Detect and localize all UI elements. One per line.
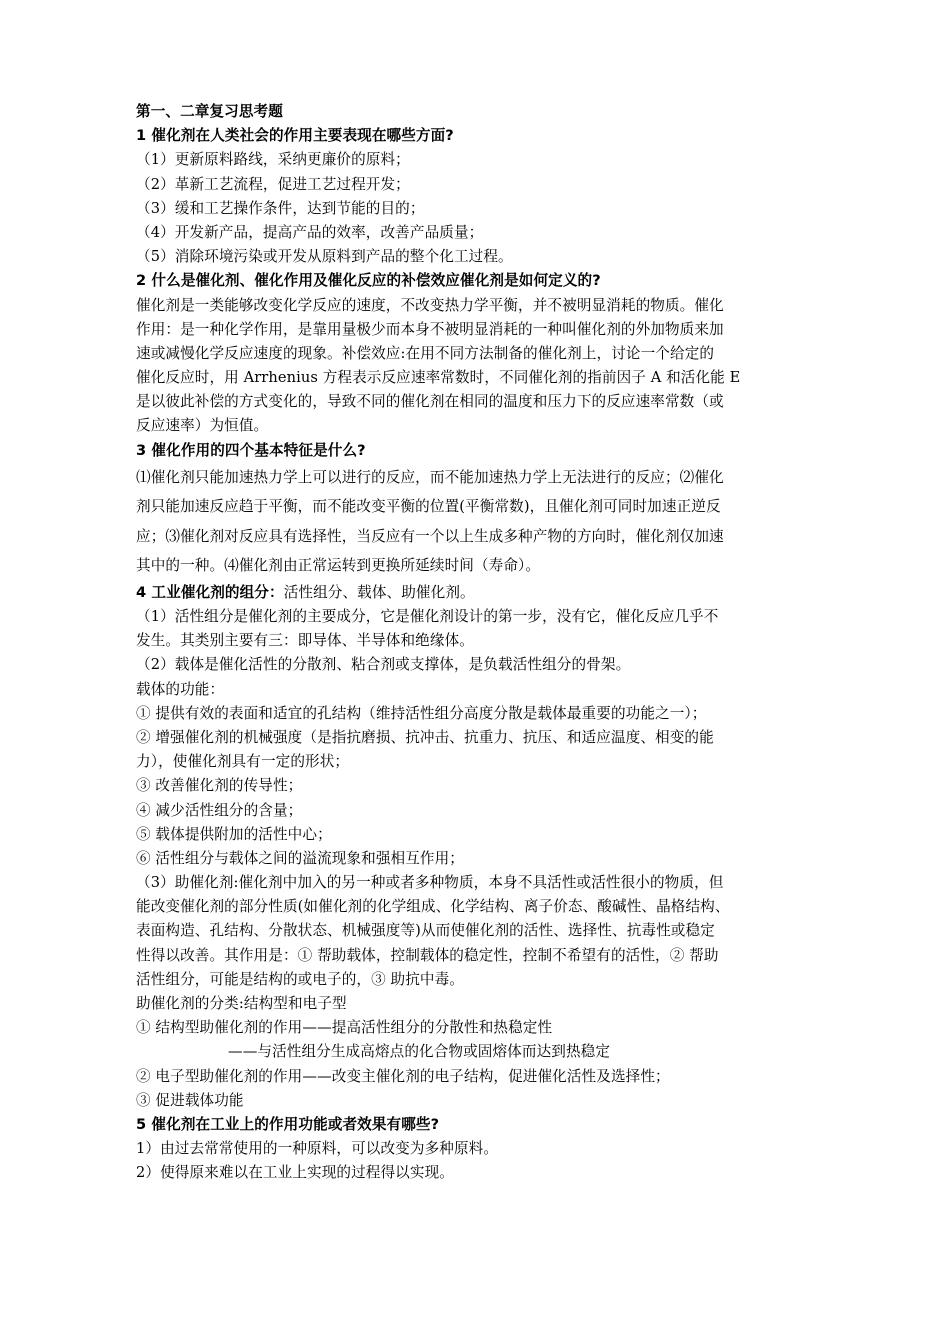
question-4-heading	[136, 581, 826, 605]
answer-line: ① 提供有效的表面和适宜的孔结构（维持活性组分高度分散是载体最重要的功能之一）；	[136, 704, 707, 722]
document-body	[136, 100, 826, 1186]
answer-line: （2）载体是催化活性的分散剂、粘合剂或支撑体，是负载活性组分的骨架。	[136, 656, 631, 674]
answer-line: 1）由过去常常使用的一种原料，可以改变为多种原料。	[136, 1140, 499, 1158]
answer-line: 应；⑶催化剂对反应具有选择性，当反应有一个以上生成多种产物的方向时，催化剂仅加速	[136, 527, 724, 545]
answer-line: ② 增强催化剂的机械强度（是指抗磨损、抗冲击、抗重力、抗压、和适应温度、相变的能	[136, 728, 714, 746]
answer-line: 反应速率）为恒值。	[136, 417, 269, 435]
answer-line: 助催化剂的分类:结构型和电子型	[136, 995, 347, 1012]
answer-line: 作用：是一种化学作用，是靠用量极少而本身不被明显消耗的一种叫催化剂的外加物质来加	[136, 320, 724, 338]
answer-line: （1）更新原料路线，采纳更廉价的原料；	[136, 151, 410, 169]
answer-line: ⑥ 活性组分与载体之间的溢流现象和强相互作用；	[136, 849, 465, 867]
answer-line: ⑴催化剂只能加速热力学上可以进行的反应，而不能加速热力学上无法进行的反应；⑵催化	[136, 468, 724, 486]
answer-line: 表面构造、孔结构、分散状态、机械强度等)从而使催化剂的活性、选择性、抗毒性或稳定	[136, 922, 715, 940]
answer-line: 发生。其类别主要有三：即导体、半导体和绝缘体。	[136, 632, 474, 650]
answer-line: ③ 促进载体功能	[136, 1091, 244, 1109]
answer-line: 是以彼此补偿的方式变化的，导致不同的催化剂在相同的温度和压力下的反应速率常数（或	[136, 393, 724, 411]
answer-line: ② 电子型助催化剂的作用——改变主催化剂的电子结构，促进催化活性及选择性；	[136, 1067, 670, 1085]
question-3-heading: 3 催化作用的四个基本特征是什么?	[136, 441, 366, 459]
answer-line: 催化剂是一类能够改变化学反应的速度，不改变热力学平衡，并不被明显消耗的物质。催化	[136, 296, 724, 314]
answer-line: 活性组分，可能是结构的或电子的，③ 助抗中毒。	[136, 970, 465, 988]
answer-line: 性得以改善。其作用是：① 帮助载体，控制载体的稳定性，控制不希望有的活性，② 帮助	[136, 946, 719, 964]
answer-line: 2）使得原来难以在工业上实现的过程得以实现。	[136, 1164, 454, 1182]
answer-line-indented: ——与活性组分生成高熔点的化合物或固熔体而达到热稳定	[228, 1043, 611, 1061]
answer-line: （4）开发新产品，提高产品的效率，改善产品质量；	[136, 223, 484, 241]
answer-line: （1）活性组分是催化剂的主要成分，它是催化剂设计的第一步，没有它，催化反应几乎不	[136, 608, 719, 625]
question-4-heading-bold: 4 工业催化剂的组分：	[136, 583, 284, 601]
answer-line: 其中的一种。⑷催化剂由正常运转到更换所延续时间（寿命）。	[136, 557, 541, 575]
question-4-heading-rest: 活性组分、载体、助催化剂。	[283, 583, 475, 601]
answer-line: （5）消除环境污染或开发从原料到产品的整个化工过程。	[136, 248, 513, 266]
answer-line: 催化反应时，用 Arrhenius 方程表示反应速率常数时，不同催化剂的指前因子 A 和活化能 E	[136, 369, 741, 387]
document-title: 第一、二章复习思考题	[136, 103, 283, 120]
answer-line: （2）革新工艺流程，促进工艺过程开发；	[136, 175, 410, 193]
answer-line: 载体的功能：	[136, 680, 225, 698]
question-5-heading: 5 催化剂在工业上的作用功能或者效果有哪些?	[136, 1115, 440, 1133]
answer-line: 剂只能加速反应趋于平衡，而不能改变平衡的位置(平衡常数)，且催化剂可同时加速正逆反	[136, 498, 721, 516]
answer-line: ⑤ 载体提供附加的活性中心；	[136, 825, 332, 843]
answer-line: 速或减慢化学反应速度的现象。补偿效应:在用不同方法制备的催化剂上，讨论一个给定的	[136, 344, 715, 362]
answer-line: ③ 改善催化剂的传导性；	[136, 777, 303, 795]
question-2-heading: 2 什么是催化剂、催化作用及催化反应的补偿效应催化剂是如何定义的?	[136, 272, 601, 290]
answer-line: ④ 减少活性组分的含量；	[136, 801, 303, 819]
answer-line: 力），使催化剂具有一定的形状；	[136, 753, 350, 771]
question-1-heading: 1 催化剂在人类社会的作用主要表现在哪些方面?	[136, 127, 454, 145]
answer-line: （3）助催化剂:催化剂中加入的另一种或者多种物质，本身不具活性或活性很小的物质，但	[136, 874, 724, 892]
answer-line: （3）缓和工艺操作条件，达到节能的目的；	[136, 199, 425, 217]
answer-line: ① 结构型助催化剂的作用——提高活性组分的分散性和热稳定性	[136, 1019, 553, 1037]
answer-line: 能改变催化剂的部分性质(如催化剂的化学组成、化学结构、离子价态、酸碱性、晶格结构、	[136, 898, 730, 916]
